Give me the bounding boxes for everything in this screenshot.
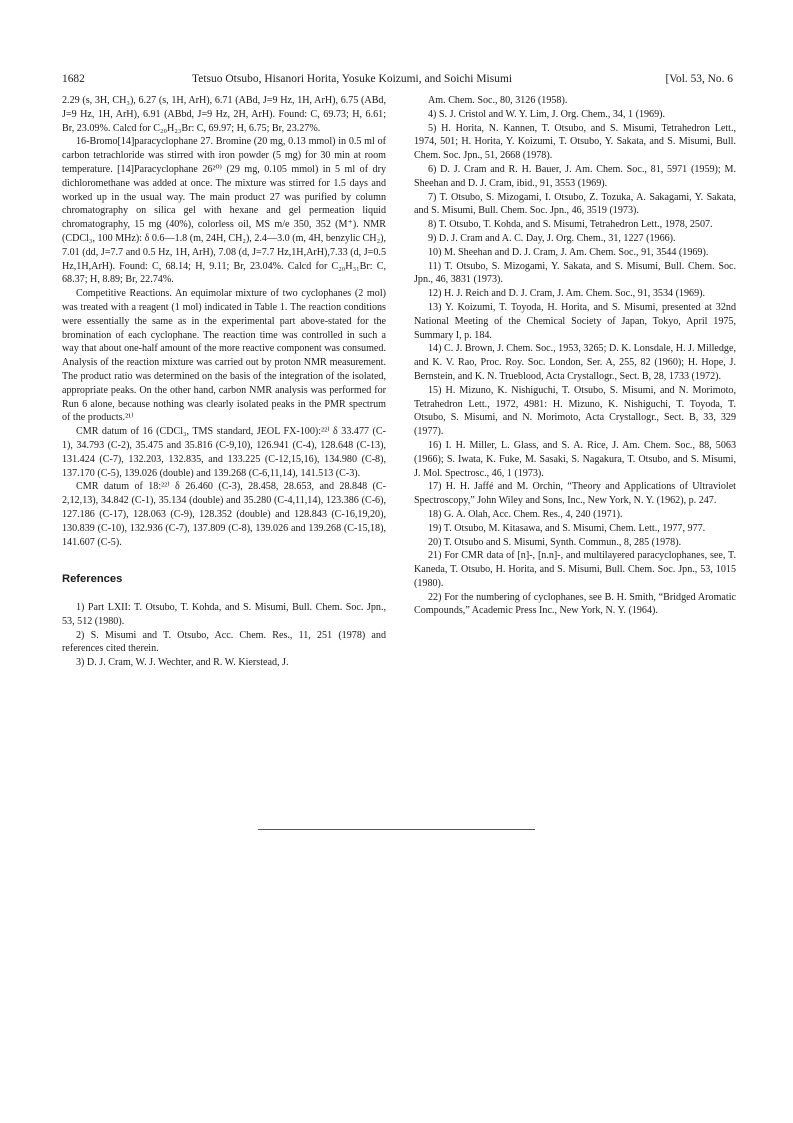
cmr-datum-18-paragraph: CMR datum of 18:²²⁾ δ 26.460 (C-3), 28.458, 28.653, and 28.848 (C-2,12,13), 34.842 (C-1), 35.134 (double) and 35.280 (C-4,11,14), 123.386 (C-6), 127.186 (C-17), 128.063 (C-9), 128.352 (double) and 128.843 (C-16,19,20), 130.839 (C-10), 132.936 (C-7), 137.809 (C-8), 139.026 and 139.268 (C-15,18), 141.607 (C-5). [62, 481, 386, 548]
reference-item: 10) M. Sheehan and D. J. Cram, J. Am. Chem. Soc., 91, 3544 (1969). [428, 246, 709, 258]
reference-item: 14) C. J. Brown, J. Chem. Soc., 1953, 3265; D. K. Lonsdale, H. J. Milledge, and K. V. Rao, Proc. Roy. Soc. London, Ser. A, 255, 82 (1960); H. Hope, J. Bernstein, and K. N. Trueblood, Acta Crystallogr., Sect. B, 28, 1733 (1972). [414, 343, 736, 382]
reference-item: 15) H. Mizuno, K. Nishiguchi, T. Otsubo, S. Misumi, and N. Morimoto, Tetrahedron Lett., 1972, 4981: H. Mizuno, K. Nishiguchi, T. Toyoda, T. Otsubo, S. Misumi, and N. Morimoto, Acta Crystallogr., Sect. B, 33, 329 (1977). [414, 384, 736, 438]
left-column [62, 94, 386, 670]
references-heading: References [62, 573, 123, 586]
reference-item: 7) T. Otsubo, S. Mizogami, I. Otsubo, Z. Tozuka, A. Sakagami, Y. Sakata, and S. Misumi, Bull. Chem. Soc. Jpn., 46, 3519 (1973). [414, 191, 736, 217]
spectral-data-paragraph: 2.29 (s, 3H, CH₃), 6.27 (s, 1H, ArH), 6.71 (ABd, J=9 Hz, 1H, ArH), 6.75 (ABd, J=9 Hz, 1H, ArH), 6.91 (ABbd, J=9 Hz, 2H, ArH). Found: C, 69.73; H, 6.61; Br, 23.09%. Calcd for C₂₀H₂₃Br: C, 69.97; H, 6.75; Br, 23.27%. [62, 95, 386, 134]
reference-item: 16) I. H. Miller, L. Glass, and S. A. Rice, J. Am. Chem. Soc., 88, 5063 (1966); S. Iwata, K. Fuke, M. Sasaki, S. Nagakura, T. Otsubo, and S. Misumi, J. Mol. Spectrosc., 46, 1 (1973). [414, 439, 736, 479]
reference-item: 22) For the numbering of cyclophanes, see B. H. Smith, “Bridged Aromatic Compounds,” Academic Press Inc., New York, N. Y. (1964). [414, 591, 736, 617]
reference-item: Am. Chem. Soc., 80, 3126 (1958). [428, 95, 568, 106]
reference-item: 21) For CMR data of [n]-, [n.n]-, and multilayered paracyclophanes, see, T. Kaneda, T. Otsubo, H. Horita, and S. Misumi, Bull. Chem. Soc. Jpn., 53, 1015 (1980). [414, 550, 736, 589]
reference-item: 9) D. J. Cram and A. C. Day, J. Org. Chem., 31, 1227 (1966). [428, 232, 676, 244]
reference-item: 1) Part LXII: T. Otsubo, T. Kohda, and S. Misumi, Bull. Chem. Soc. Jpn., 53, 512 (1980). [62, 602, 386, 627]
reference-item: 17) H. H. Jaffé and M. Orchin, “Theory and Applications of Ultraviolet Spectroscopy,” John Wiley and Sons, Inc., New York, N. Y. (1962), p. 247. [414, 481, 736, 507]
reference-item: 11) T. Otsubo, S. Mizogami, Y. Sakata, and S. Misumi, Bull. Chem. Soc. Jpn., 46, 3831 (1973). [414, 260, 736, 286]
reference-item: 18) G. A. Olah, Acc. Chem. Res., 4, 240 (1971). [428, 508, 623, 520]
competitive-reactions-paragraph: Competitive Reactions. An equimolar mixture of two cyclophanes (2 mol) was treated with a reagent (1 mol) indicated in Table 1. The reaction conditions were essentially the same as in the experimental part above-stated for the bromination of each cyclophane. The reaction time was controlled in such a way that about one-half amount of the more reactive component was consumed. Analysis of the reaction mixture was carried out by proton NMR measurement. The product ratio was determined on the basis of the integration of the isolated, appropriate peaks. On the other hand, carbon NMR analysis was performed for Run 6 alone, because nothing was clearly isolated peaks in the PMR spectrum of the products.²¹⁾ [62, 288, 386, 424]
reference-item: 3) D. J. Cram, W. J. Wechter, and R. W. Kierstead, J. [76, 657, 289, 669]
reference-item: 20) T. Otsubo and S. Misumi, Synth. Commun., 8, 285 (1978). [428, 536, 682, 548]
running-header [62, 71, 733, 87]
reference-item: 5) H. Horita, N. Kannen, T. Otsubo, and S. Misumi, Tetrahedron Lett., 1974, 501; H. Horita, Y. Koizumi, T. Otsubo, Y. Sakata, and S. Misumi, Bull. Chem. Soc. Jpn., 51, 2668 (1978). [414, 122, 736, 162]
end-rule [258, 829, 535, 830]
reference-item: 12) H. J. Reich and D. J. Cram, J. Am. Chem. Soc., 91, 3534 (1969). [428, 288, 705, 300]
reference-item: 8) T. Otsubo, T. Kohda, and S. Misumi, Tetrahedron Lett., 1978, 2507. [428, 219, 713, 231]
reference-item: 2) S. Misumi and T. Otsubo, Acc. Chem. Res., 11, 251 (1978) and references cited therein. [62, 629, 386, 655]
reference-item: 4) S. J. Cristol and W. Y. Lim, J. Org. Chem., 34, 1 (1969). [428, 108, 666, 120]
running-authors: Tetsuo Otsubo, Hisanori Horita, Yosuke Koizumi, and Soichi Misumi [192, 73, 513, 85]
right-column [414, 94, 736, 618]
bromo-paracyclophane-paragraph: 16-Bromo[14]paracyclophane 27. Bromine (20 mg, 0.13 mmol) in 0.5 ml of carbon tetrachloride was stirred with iron powder (5 mg) for 30 min at room temperature. [14]Paracyclophane 26²⁰⁾ (29 mg, 0.105 mmol) in 5 ml of dry dichloromethane was added at once. The mixture was stirred for 1.5 days and worked up in the usual way. The main product 27 was purified by column chromatography on silica gel with hexane and gel permeation liquid chromatography, 15 mg (40%), colorless oil, MS m/e 350, 352 (M⁺). NMR (CDCl₃, 100 MHz): δ 0.6—1.8 (m, 24H, CH₂), 2.4—3.0 (m, 4H, benzylic CH₂), 7.01 (dd, J=7.7 and 0.5 Hz, 1H, ArH), 7.08 (d, J=7.7 Hz,1H,ArH),7.33 (d, J=0.5 Hz,1H,ArH). Found: C, 68.14; H, 9.11; Br, 23.04%. Calcd for C₂₀H₃₁Br: C, 68.37; H, 8.89; Br, 22.74%. [62, 136, 386, 286]
cmr-datum-16-paragraph: CMR datum of 16 (CDCl₃, TMS standard, JEOL FX-100):²²⁾ δ 33.477 (C-1), 34.793 (C-2), 35.475 and 35.816 (C-9,10), 126.941 (C-4), 128.648 (C-13), 131.424 (C-7), 132.203, 132.835, and 133.225 (C-12,15,16), 134.980 (C-8), 137.170 (C-5), 139.026 (double) and 139.268 (C-6,11,14), 141.513 (C-3). [62, 426, 386, 479]
reference-item: 6) D. J. Cram and R. H. Bauer, J. Am. Chem. Soc., 81, 5971 (1959); M. Sheehan and D. J. Cram, ibid., 91, 3553 (1969). [414, 163, 736, 189]
volume-info: [Vol. 53, No. 6 [665, 73, 733, 85]
reference-item: 19) T. Otsubo, M. Kitasawa, and S. Misumi, Chem. Lett., 1977, 977. [428, 522, 706, 534]
page-number: 1682 [62, 73, 85, 85]
reference-item: 13) Y. Koizumi, T. Toyoda, H. Horita, and S. Misumi, presented at 32nd National Meeting of the Chemical Society of Japan, Tokyo, April 1975, Summary I, p. 184. [414, 301, 736, 341]
